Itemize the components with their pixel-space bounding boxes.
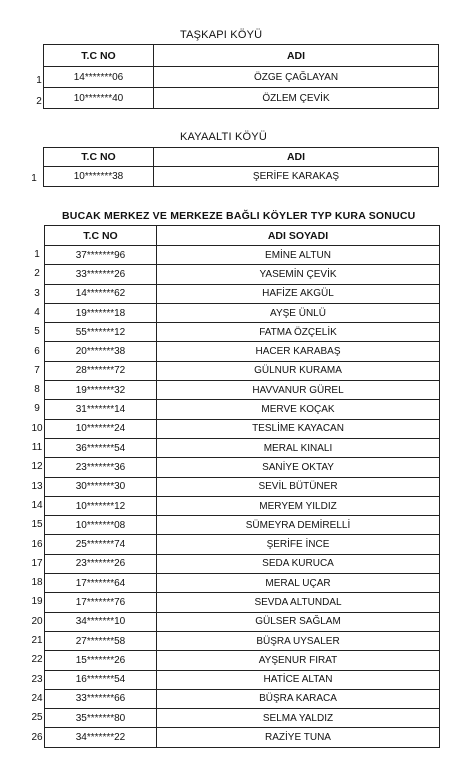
tc-no-cell: 17*******64 — [45, 574, 157, 593]
table-row — [45, 400, 440, 419]
tc-no-cell: 28*******72 — [45, 361, 157, 380]
tc-no-cell: 10*******12 — [45, 496, 157, 515]
name-cell: MERAL UÇAR — [157, 574, 440, 593]
row-number: 5 — [34, 326, 40, 338]
tc-no-cell: 19*******32 — [45, 381, 157, 400]
tc-no-cell: 16*******54 — [45, 670, 157, 689]
row-number: 14 — [31, 499, 43, 511]
name-cell: ÖZGE ÇAĞLAYAN — [154, 67, 439, 88]
name-cell: HATİCE ALTAN — [157, 670, 440, 689]
tc-no-cell: 34*******10 — [45, 612, 157, 631]
tc-no-cell: 35*******80 — [45, 709, 157, 728]
tc-no-cell: 31*******14 — [45, 400, 157, 419]
table-row — [45, 265, 440, 284]
name-cell: SANİYE OKTAY — [157, 458, 440, 477]
table-row — [44, 88, 439, 109]
table-row — [45, 651, 440, 670]
name-cell: BÜŞRA KARACA — [157, 689, 440, 708]
table-row — [45, 303, 440, 322]
row-number: 22 — [31, 654, 43, 666]
section-title-taskapi: TAŞKAPI KÖYÜ — [180, 29, 263, 41]
tc-no-cell: 10*******24 — [45, 419, 157, 438]
table-row — [45, 438, 440, 457]
name-cell: GÜLNUR KURAMA — [157, 361, 440, 380]
tc-no-cell: 23*******36 — [45, 458, 157, 477]
row-number: 24 — [31, 692, 43, 704]
table-row — [44, 67, 439, 88]
table-row — [45, 342, 440, 361]
row-number: 12 — [31, 461, 43, 473]
table-row — [45, 593, 440, 612]
row-number: 10 — [31, 422, 43, 434]
tc-no-cell: 19*******18 — [45, 303, 157, 322]
table-row — [45, 631, 440, 650]
tc-no-cell: 20*******38 — [45, 342, 157, 361]
header-name-surname: ADI SOYADI — [157, 226, 440, 246]
header-name: ADI — [154, 148, 439, 167]
tc-no-cell: 10*******40 — [44, 88, 154, 109]
name-cell: SEVİL BÜTÜNER — [157, 477, 440, 496]
name-cell: SELMA YALDIZ — [157, 709, 440, 728]
table-row — [45, 477, 440, 496]
row-number: 20 — [31, 615, 43, 627]
name-cell: ŞERİFE KARAKAŞ — [154, 167, 439, 187]
table-row — [45, 574, 440, 593]
name-cell: GÜLSER SAĞLAM — [157, 612, 440, 631]
table-taskapi — [43, 44, 439, 109]
name-cell: HAFİZE AKGÜL — [157, 284, 440, 303]
name-cell: SEVDA ALTUNDAL — [157, 593, 440, 612]
name-cell: RAZİYE TUNA — [157, 728, 440, 747]
tc-no-cell: 25*******74 — [45, 535, 157, 554]
row-number: 9 — [34, 403, 40, 415]
row-number: 7 — [34, 364, 40, 376]
table-row — [45, 670, 440, 689]
row-number: 15 — [31, 519, 43, 531]
table-kayaalti — [43, 147, 439, 187]
header-tc-no: T.C NO — [44, 45, 154, 67]
name-cell: SÜMEYRA DEMİRELLİ — [157, 516, 440, 535]
row-number: 19 — [31, 596, 43, 608]
table-row — [45, 458, 440, 477]
tc-no-cell: 27*******58 — [45, 631, 157, 650]
name-cell: BÜŞRA UYSALER — [157, 631, 440, 650]
name-cell: MERAL KINALI — [157, 438, 440, 457]
row-number: 21 — [31, 635, 43, 646]
name-cell: SEDA KURUCA — [157, 554, 440, 573]
header-tc-no: T.C NO — [45, 226, 157, 246]
row-number: 18 — [31, 577, 43, 589]
section-title-bucak-merkez: BUCAK MERKEZ VE MERKEZE BAĞLI KÖYLER TYP KURA SONUCU — [62, 210, 416, 222]
name-cell: EMİNE ALTUN — [157, 246, 440, 265]
row-number: 2 — [36, 96, 42, 107]
table-row — [45, 728, 440, 747]
name-cell: ÖZLEM ÇEVİK — [154, 88, 439, 109]
tc-no-cell: 10*******38 — [44, 167, 154, 187]
name-cell: AYŞE ÜNLÜ — [157, 303, 440, 322]
tc-no-cell: 33*******66 — [45, 689, 157, 708]
row-number: 23 — [31, 673, 43, 685]
row-number: 2 — [34, 268, 40, 280]
tc-no-cell: 55*******12 — [45, 323, 157, 342]
name-cell: FATMA ÖZÇELİK — [157, 323, 440, 342]
tc-no-cell: 36*******54 — [45, 438, 157, 457]
tc-no-cell: 37*******96 — [45, 246, 157, 265]
row-number: 8 — [34, 384, 40, 396]
table-bucak-merkez — [44, 225, 440, 748]
table-row — [45, 612, 440, 631]
row-number: 1 — [36, 75, 42, 86]
header-tc-no: T.C NO — [44, 148, 154, 167]
table-row — [45, 381, 440, 400]
table-row — [45, 516, 440, 535]
tc-no-cell: 23*******26 — [45, 554, 157, 573]
tc-no-cell: 30*******30 — [45, 477, 157, 496]
name-cell: AYŞENUR FIRAT — [157, 651, 440, 670]
table-row — [45, 284, 440, 303]
table-row — [45, 496, 440, 515]
tc-no-cell: 14*******06 — [44, 67, 154, 88]
row-number: 3 — [34, 287, 40, 299]
row-number: 11 — [31, 442, 43, 453]
table-row — [45, 246, 440, 265]
section-title-kayaalti: KAYAALTI KÖYÜ — [180, 131, 267, 143]
table-row — [45, 689, 440, 708]
name-cell: TESLİME KAYACAN — [157, 419, 440, 438]
name-cell: MERYEM YILDIZ — [157, 496, 440, 515]
tc-no-cell: 17*******76 — [45, 593, 157, 612]
name-cell: MERVE KOÇAK — [157, 400, 440, 419]
row-number: 16 — [31, 538, 43, 550]
name-cell: ŞERİFE İNCE — [157, 535, 440, 554]
row-number: 6 — [34, 345, 40, 357]
row-number: 26 — [31, 731, 43, 743]
tc-no-cell: 33*******26 — [45, 265, 157, 284]
row-number: 4 — [34, 306, 40, 318]
row-number: 13 — [31, 480, 43, 492]
row-number: 1 — [34, 249, 40, 260]
table-row — [45, 709, 440, 728]
tc-no-cell: 34*******22 — [45, 728, 157, 747]
row-number: 25 — [31, 712, 43, 724]
name-cell: HACER KARABAŞ — [157, 342, 440, 361]
tc-no-cell: 14*******62 — [45, 284, 157, 303]
table-row — [44, 167, 439, 187]
table-row — [45, 535, 440, 554]
tc-no-cell: 10*******08 — [45, 516, 157, 535]
row-number: 17 — [31, 557, 43, 569]
table-row — [45, 323, 440, 342]
row-number: 1 — [31, 173, 37, 184]
header-name: ADI — [154, 45, 439, 67]
table-row — [45, 419, 440, 438]
table-row — [45, 361, 440, 380]
table-row — [45, 554, 440, 573]
name-cell: YASEMİN ÇEVİK — [157, 265, 440, 284]
name-cell: HAVVANUR GÜREL — [157, 381, 440, 400]
tc-no-cell: 15*******26 — [45, 651, 157, 670]
